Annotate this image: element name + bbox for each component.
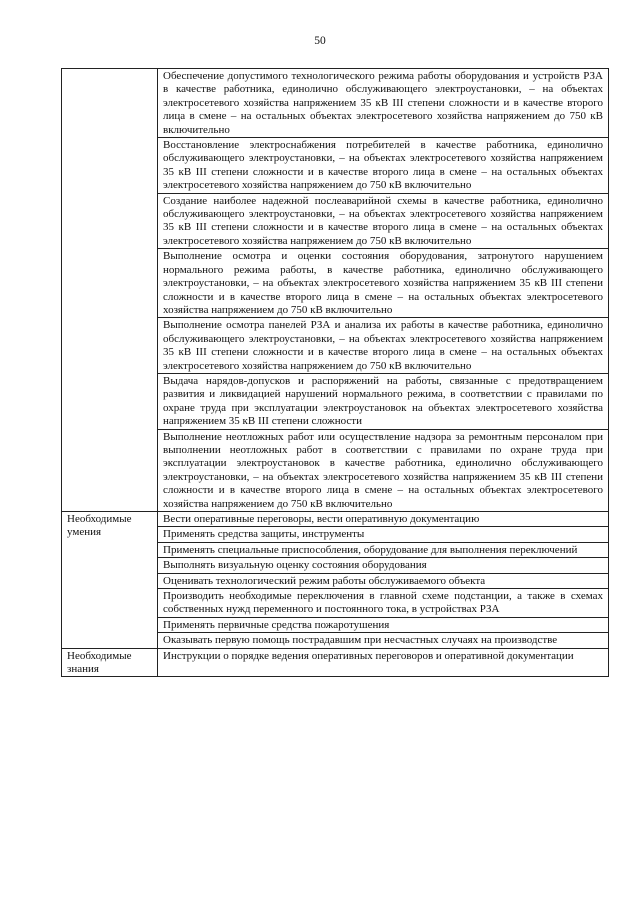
skill-cell: Производить необходимые переключения в главной схеме подстанции, а также в схемах собственных нужд переменного и постоянного тока, в устройствах РЗА [158, 589, 609, 618]
table-row [62, 69, 609, 138]
skill-cell: Применять средства защиты, инструменты [158, 527, 609, 542]
skill-cell: Оценивать технологический режим работы обслуживаемого объекта [158, 573, 609, 588]
page-number: 50 [314, 35, 326, 47]
labor-action-cell: Выполнение неотложных работ или осуществление надзора за ремонтным персоналом при выполнении неотложных работ в соответствии с правилами по охране труда при эксплуатации электроустановок в качестве работника, единолично обслуживающего электроустановки, – на объектах электросетевого хозяйства напряжением 35 кВ III степени сложности и в качестве второго лица в смене – на остальных объектах электросетевого хозяйства напряжением до 750 кВ включительно [158, 429, 609, 511]
table-row [62, 648, 609, 677]
skills-label: Необходимые умения [62, 512, 158, 649]
skill-cell: Применять первичные средства пожаротушения [158, 617, 609, 632]
labor-action-cell: Выдача нарядов-допусков и распоряжений на работы, связанные с предотвращением развития и ликвидацией нарушений нормального режима, в соответствии с правилами по охране труда при эксплуатации электроустановок на объектах электросетевого хозяйства напряжением 35 кВ III степени сложности [158, 373, 609, 429]
labor-action-cell: Создание наиболее надежной послеаварийной схемы в качестве работника, единолично обслуживающего электроустановки, – на объектах электросетевого хозяйства напряжением 35 кВ III степени сложности и в качестве второго лица в смене – на остальных объектах электросетевого хозяйства напряжением до 750 кВ включительно [158, 193, 609, 249]
knowledge-cell: Инструкции о порядке ведения оперативных переговоров и оперативной документации [158, 648, 609, 677]
skill-cell: Применять специальные приспособления, оборудование для выполнения переключений [158, 542, 609, 557]
knowledge-label: Необходимые знания [62, 648, 158, 677]
skill-cell: Оказывать первую помощь пострадавшим при несчастных случаях на производстве [158, 633, 609, 648]
labor-action-cell: Выполнение осмотра панелей РЗА и анализа их работы в качестве работника, единолично обслуживающего электроустановки, – на объектах электросетевого хозяйства напряжением 35 кВ III степени сложности и в качестве второго лица в смене – на остальных объектах электросетевого хозяйства напряжением до 750 кВ включительно [158, 318, 609, 374]
table-row [62, 512, 609, 527]
label-cell-empty [62, 69, 158, 512]
labor-functions-table [61, 68, 609, 677]
labor-action-cell: Выполнение осмотра и оценки состояния оборудования, затронутого нарушением нормального режима работы, в качестве работника, единолично обслуживающего электроустановки, – на объектах электросетевого хозяйства напряжением 35 кВ III степени сложности и в качестве второго лица в смене – на остальных объектах электросетевого хозяйства напряжением до 750 кВ включительно [158, 249, 609, 318]
labor-action-cell: Восстановление электроснабжения потребителей в качестве работника, единолично обслуживающего электроустановки, – на объектах электросетевого хозяйства напряжением 35 кВ III степени сложности и в качестве второго лица в смене – на остальных объектах электросетевого хозяйства напряжением до 750 кВ включительно [158, 138, 609, 194]
skill-cell: Вести оперативные переговоры, вести оперативную документацию [158, 512, 609, 527]
labor-action-cell: Обеспечение допустимого технологического режима работы оборудования и устройств РЗА в качестве работника, единолично обслуживающего электроустановки, – на объектах электросетевого хозяйства напряжением 35 кВ III степени сложности и в качестве второго лица в смене – на остальных объектах электросетевого хозяйства напряжением до 750 кВ включительно [158, 69, 609, 138]
skill-cell: Выполнять визуальную оценку состояния оборудования [158, 558, 609, 573]
